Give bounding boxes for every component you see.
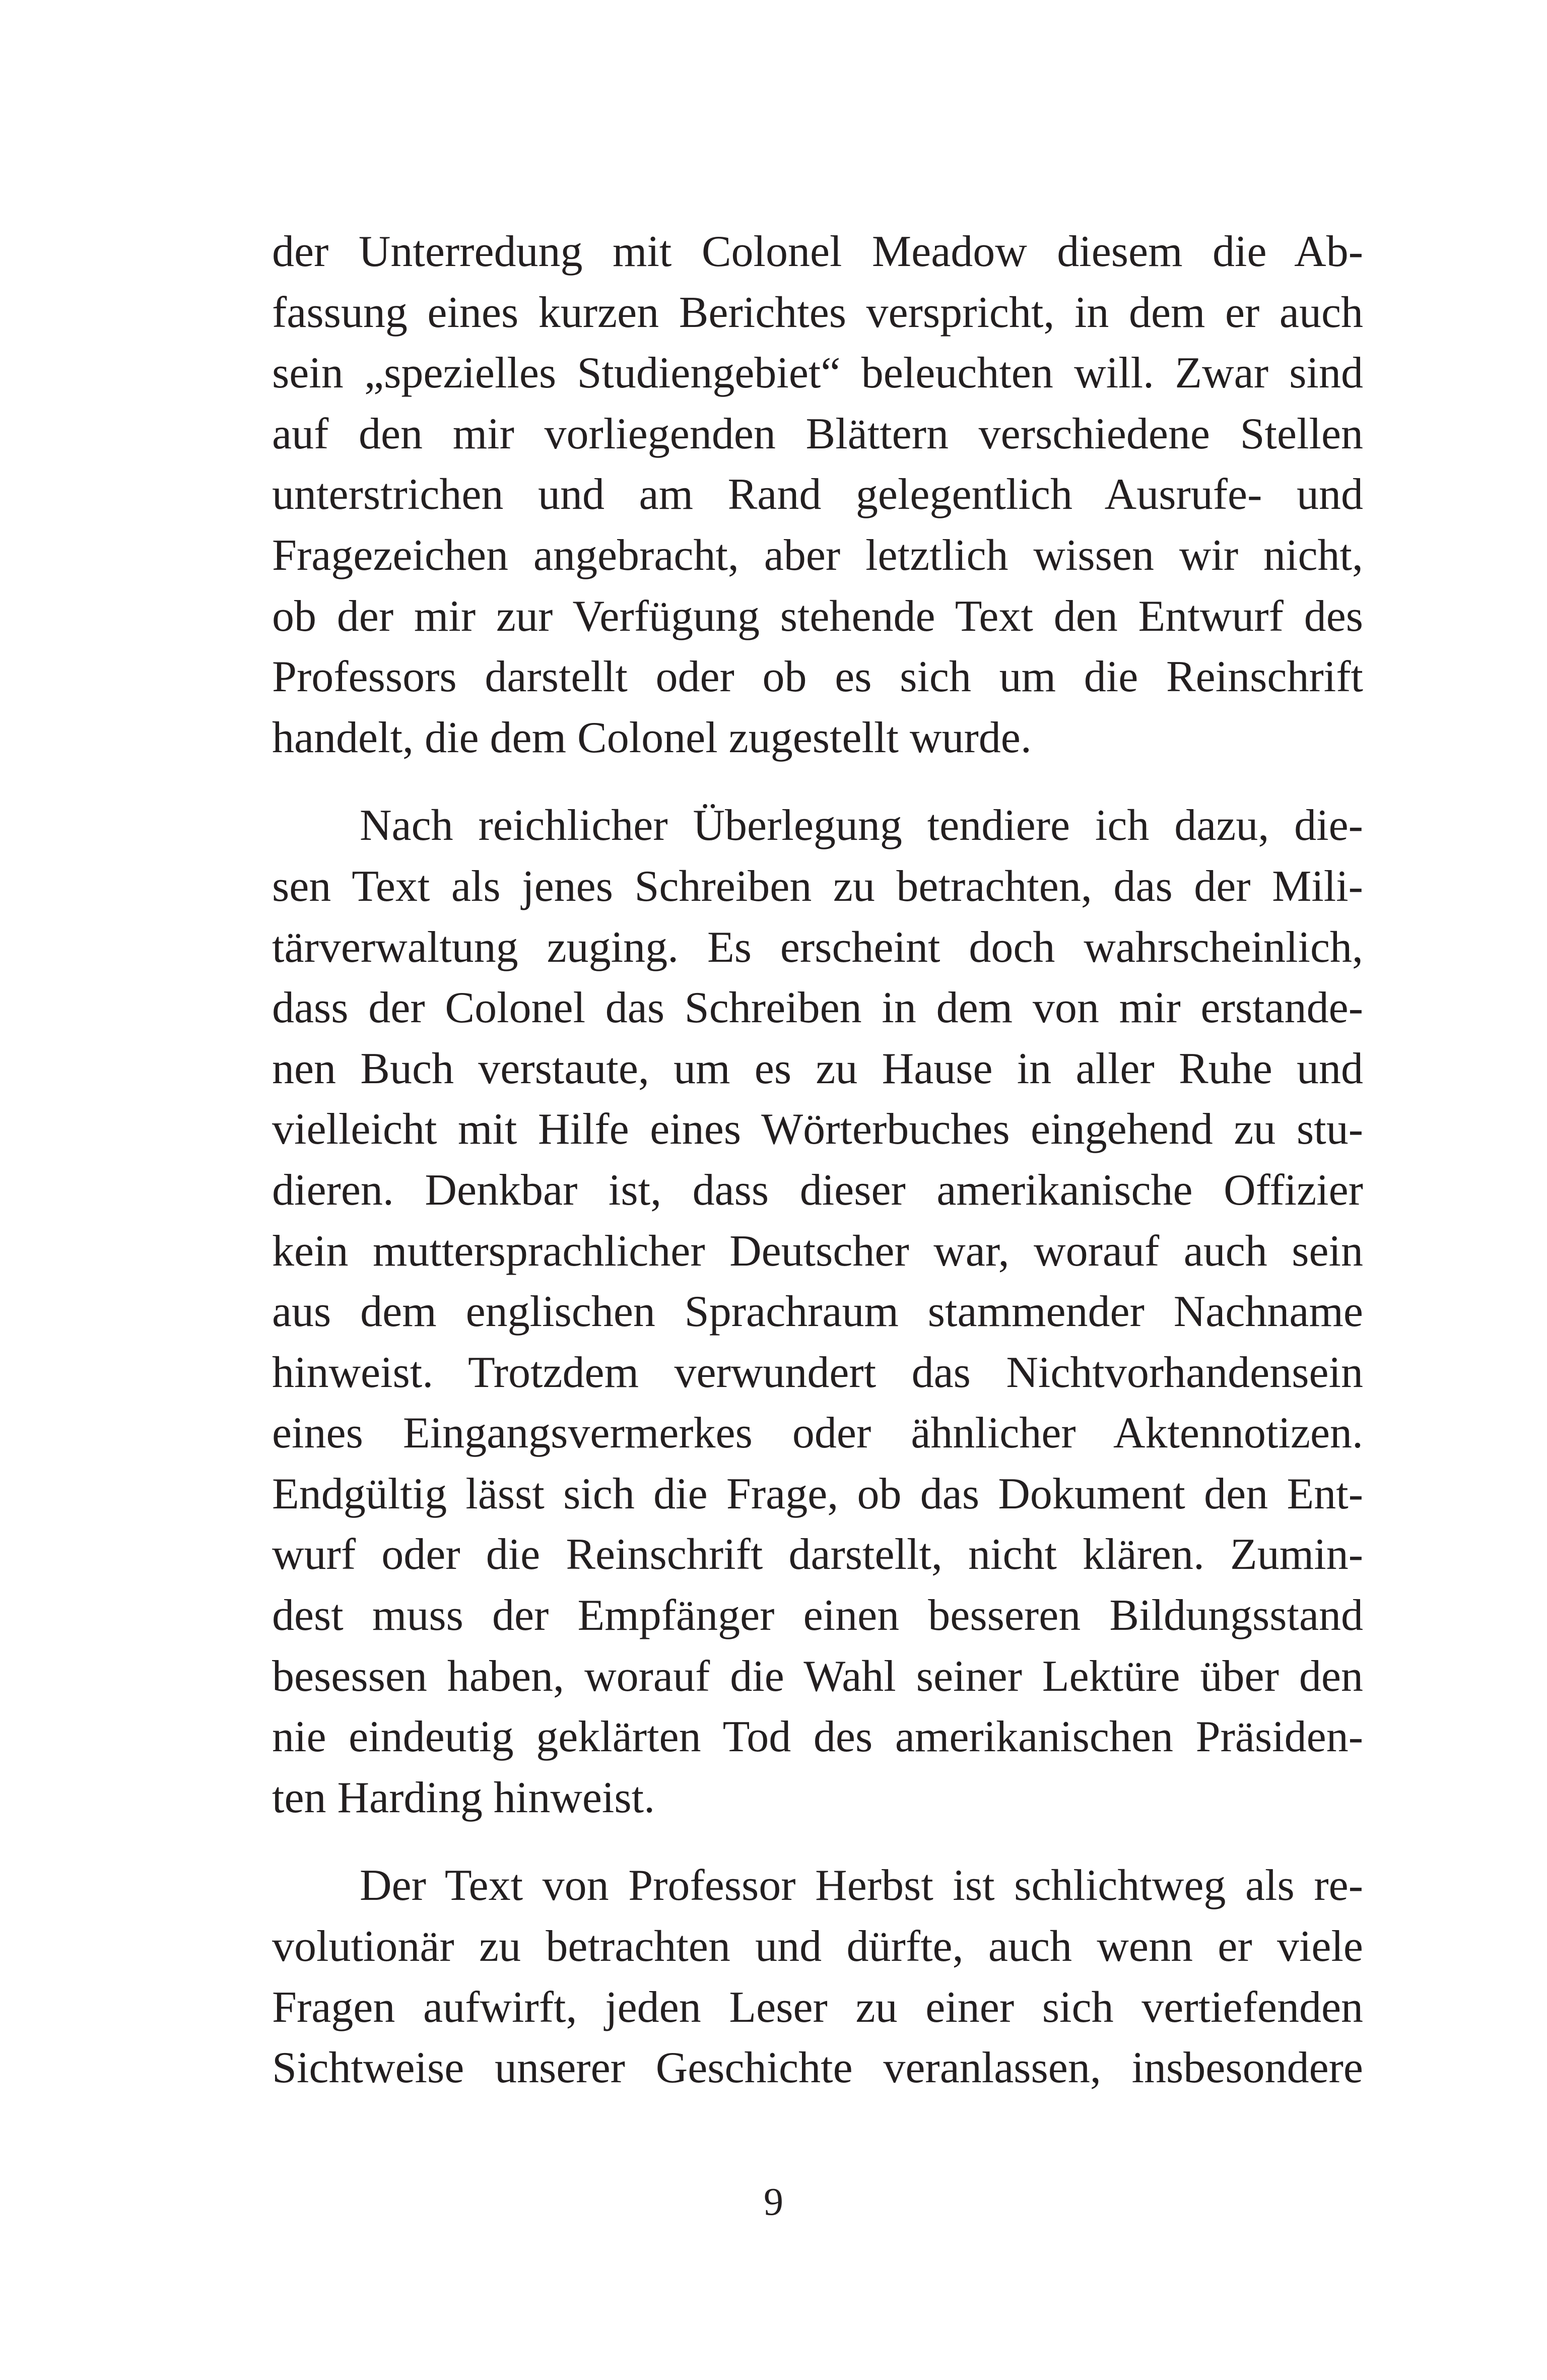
text-line: fassung eines kurzen Berichtes verspricht, in dem er auch <box>272 288 1363 337</box>
text-line: auf den mir vorliegenden Blättern verschiedene Stellen <box>272 409 1363 458</box>
text-line: Fragezeichen angebracht, aber letztlich wissen wir nicht, <box>272 531 1363 580</box>
text-line: der Unterredung mit Colonel Meadow diesem die Ab- <box>272 227 1363 276</box>
text-line: Der Text von Professor Herbst ist schlichtweg als re- <box>360 1861 1363 1910</box>
text-line: dest muss der Empfänger einen besseren Bildungsstand <box>272 1591 1363 1640</box>
text-line: tärverwaltung zuging. Es erscheint doch wahrscheinlich, <box>272 922 1363 972</box>
text-line: kein muttersprachlicher Deutscher war, worauf auch sein <box>272 1226 1363 1276</box>
page-number: 9 <box>764 2179 783 2223</box>
text-line: unterstrichen und am Rand gelegentlich Ausrufe- und <box>272 470 1363 519</box>
text-line: besessen haben, worauf die Wahl seiner Lektüre über den <box>272 1651 1363 1701</box>
text-line: nie eindeutig geklärten Tod des amerikanischen Präsiden- <box>272 1712 1363 1762</box>
paragraph-3 <box>272 1856 1363 2098</box>
text-line: wurf oder die Reinschrift darstellt, nicht klären. Zumin- <box>272 1530 1363 1579</box>
body-text <box>272 222 1363 2099</box>
paragraph-2 <box>272 796 1363 1828</box>
text-line: vielleicht mit Hilfe eines Wörterbuches eingehend zu stu- <box>272 1105 1363 1154</box>
text-line: Nach reichlicher Überlegung tendiere ich dazu, die- <box>360 801 1363 850</box>
text-line: ten Harding hinweist. <box>272 1773 655 1822</box>
text-line: sen Text als jenes Schreiben zu betrachten, das der Mili- <box>272 862 1363 911</box>
text-line: dieren. Denkbar ist, dass dieser amerikanische Offizier <box>272 1165 1363 1215</box>
text-line: sein „spezielles Studiengebiet“ beleuchten will. Zwar sind <box>272 349 1363 398</box>
text-line: dass der Colonel das Schreiben in dem von mir erstande- <box>272 983 1363 1033</box>
text-line: Fragen aufwirft, jeden Leser zu einer sich vertiefenden <box>272 1982 1363 2032</box>
text-line: Professors darstellt oder ob es sich um die Reinschrift <box>272 652 1363 702</box>
text-line: aus dem englischen Sprachraum stammender Nachname <box>272 1287 1363 1337</box>
text-line: eines Eingangsvermerkes oder ähnlicher Aktennotizen. <box>272 1409 1363 1458</box>
text-line: Endgültig lässt sich die Frage, ob das Dokument den Ent- <box>272 1469 1363 1518</box>
text-line: volutionär zu betrachten und dürfte, auch wenn er viele <box>272 1922 1363 1971</box>
text-line: Sichtweise unserer Geschichte veranlassen, insbesondere <box>272 2043 1363 2093</box>
text-line: nen Buch verstaute, um es zu Hause in aller Ruhe und <box>272 1044 1363 1093</box>
text-line: hinweist. Trotzdem verwundert das Nichtvorhandensein <box>272 1348 1363 1397</box>
text-line: handelt, die dem Colonel zugestellt wurde. <box>272 713 1032 762</box>
paragraph-1 <box>272 222 1363 768</box>
text-line: ob der mir zur Verfügung stehende Text den Entwurf des <box>272 591 1363 641</box>
